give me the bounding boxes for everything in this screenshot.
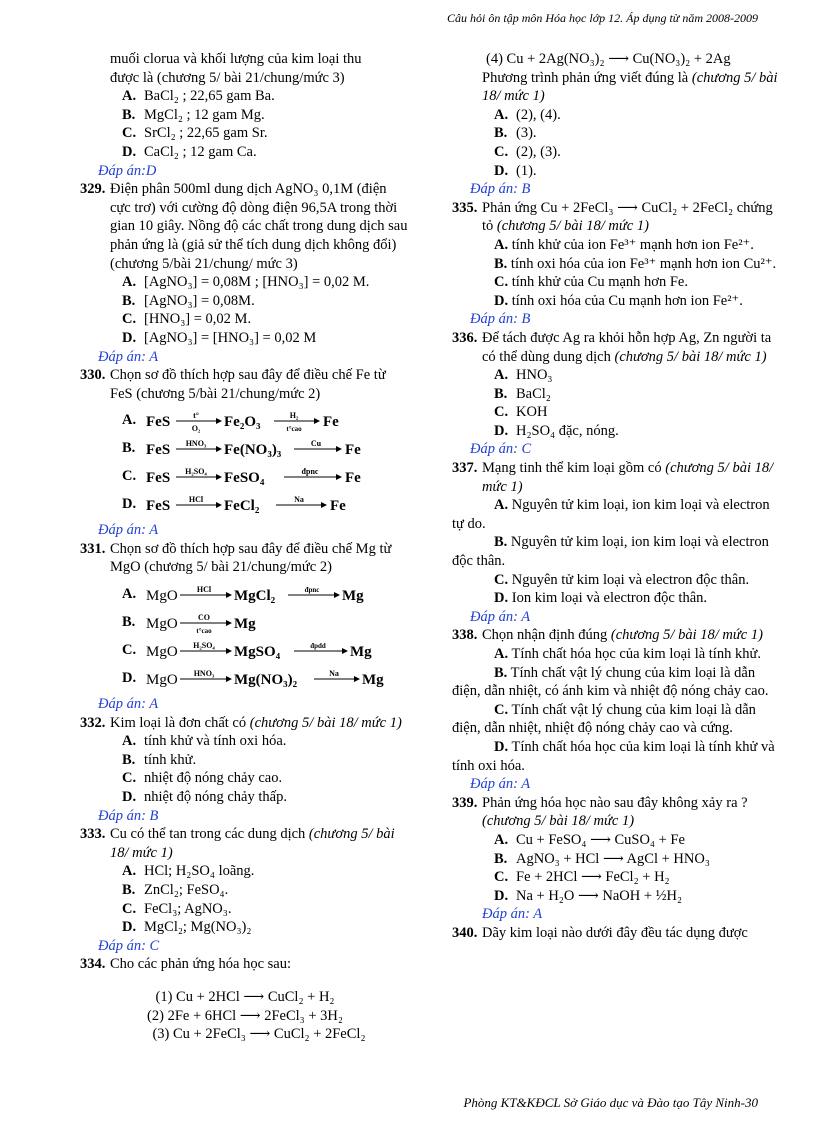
option-d: D. H₂SO₄ đặc, nóng. — [494, 422, 619, 439]
option-b: B. AgNO₃ + HCl ⟶ AgCl + HNO₃ — [494, 850, 710, 867]
option-b: B. [AgNO₃] = 0,08M. — [122, 292, 255, 309]
option-c: C. SrCl₂ ; 22,65 gam Sr. — [122, 125, 268, 142]
question-meta: (chương 5/ bài 18/ mức 1) — [249, 714, 402, 731]
option-a: A. Cu + FeSO₄ ⟶ CuSO₄ + Fe — [494, 831, 685, 848]
page-header: Câu hỏi ôn tập môn Hóa học lớp 12. Áp dụng từ năm 2008-2009 — [447, 11, 758, 25]
option-a: A. MgO HCl MgCl₂ đpnc Mg — [80, 583, 410, 605]
intermediate: MgCl₂ — [234, 588, 276, 605]
question-number: 329. — [80, 181, 106, 198]
question-328 — [80, 50, 410, 180]
answer: Đáp án: B — [470, 311, 531, 328]
question-text: Chọn nhận định đúng — [482, 627, 608, 644]
product: Fe — [345, 470, 361, 487]
question-text: Cho các phản ứng hóa học sau: — [110, 956, 292, 973]
question-text: muối clorua và khối lượng của kim loại thu — [110, 51, 362, 67]
question-number: 335. — [452, 199, 478, 216]
option-a: A. BaCl₂ ; 22,65 gam Ba. — [122, 88, 275, 105]
question-meta: (chương 5/ bài 18/ mức 1) — [482, 813, 635, 830]
question-338 — [452, 626, 782, 645]
question-337 — [452, 459, 782, 496]
intermediate: FeSO₄ — [224, 470, 265, 487]
question-number: 339. — [452, 794, 478, 811]
option-a: A. HCl; H₂SO₄ loãng. — [122, 863, 255, 880]
reagent-label: HNO₃ — [185, 439, 207, 449]
option-a: A. Tính chất hóa học của kim loại là tính khử. — [494, 646, 761, 662]
question-339 — [452, 794, 782, 831]
question-meta: (chương 5/ bài 18/ mức 1) — [482, 460, 774, 495]
question-text: Cu có thể tan trong các dung dịch — [110, 826, 306, 843]
product: Fe — [323, 414, 339, 431]
option-c: C. FeS H₂SO₄ FeSO₄ đpnc Fe — [80, 465, 410, 487]
question-number: 336. — [452, 329, 478, 346]
reagent-label: Na — [329, 669, 339, 679]
option-c: C. FeCl₃; AgNO₃. — [122, 900, 232, 917]
question-text: Để tách được Ag ra khỏi hỗn hợp Ag, Zn người ta có thể dùng dung dịch — [482, 329, 772, 365]
reagent-label: H₂SO₄ — [193, 641, 215, 651]
question-text: Phản ứng Cu + 2FeCl₃ ⟶ CuCl₂ + 2FeCl₂ chứng tỏ — [482, 199, 773, 235]
option-d: D. CaCl₂ ; 12 gam Ca. — [122, 143, 257, 160]
condition-label: đpdd — [310, 642, 326, 651]
intermediate: FeCl₂ — [224, 498, 260, 515]
question-text: được là (chương 5/ bài 21/chung/mức 3) — [110, 69, 345, 86]
question-number: 337. — [452, 460, 478, 477]
option-b: B. Tính chất vật lý chung của kim loại là dẫn điện, dẫn nhiệt, có ánh kim và nhiệt độ nóng chảy cao. — [452, 664, 769, 700]
question-text: Dãy kim loại nào dưới đây đều tác dụng được — [482, 924, 748, 941]
option-a: A. FeS t° O₂ Fe₂O₃ H₂ t°cao Fe — [80, 409, 410, 431]
reagent-label: HCl — [196, 585, 212, 595]
option-b: B. BaCl₂ — [494, 385, 551, 402]
condition-label: t°cao — [286, 425, 302, 434]
reaction-4: (4) Cu + 2Ag(NO₃)₂ ⟶ Cu(NO₃)₂ + 2Ag — [486, 51, 731, 67]
question-330 — [80, 366, 410, 403]
answer: Đáp án: A — [98, 696, 159, 713]
question-number: 332. — [80, 714, 106, 731]
question-meta: (chương 5/ bài 18/ mức 1) — [614, 348, 767, 365]
option-c: C. tính khử của Cu mạnh hơn Fe. — [494, 274, 688, 291]
option-b: B. MgCl₂ ; 12 gam Mg. — [122, 106, 265, 123]
reaction-scheme — [146, 667, 406, 691]
answer: Đáp án: A — [470, 608, 531, 625]
option-c: C. MgO H₂SO₄ MgSO₄ đpdd Mg — [80, 639, 410, 661]
question-336 — [452, 329, 782, 366]
question-text: Mạng tinh thể kim loại gồm có — [482, 460, 662, 477]
option-d: D. nhiệt độ nóng chảy thấp. — [122, 789, 287, 806]
question-number: 340. — [452, 924, 478, 941]
option-a: A. tính khử của ion Fe³⁺ mạnh hơn ion Fe²⁺. — [494, 236, 754, 253]
option-c: C. (2), (3). — [494, 143, 561, 160]
option-d: D. Tính chất hóa học của kim loại là tính khử và tính oxi hóa. — [452, 738, 775, 774]
reactant: MgO — [146, 672, 178, 689]
option-c: C. Fe + 2HCl ⟶ FeCl₂ + H₂ — [494, 869, 670, 886]
question-text: Chọn sơ đồ thích hợp sau đây để điều chế Mg từ MgO (chương 5/ bài 21/chung/mức 2) — [110, 540, 392, 576]
option-d: D. [AgNO₃] = [HNO₃] = 0,02 M — [122, 329, 317, 346]
option-c: C. KOH — [494, 404, 548, 421]
reaction-1: (1) Cu + 2HCl ⟶ CuCl₂ + H₂ — [155, 988, 335, 1005]
condition-label: t°cao — [196, 627, 212, 636]
reaction-scheme — [146, 639, 406, 663]
answer: Đáp án: C — [98, 937, 160, 954]
option-b: B. (3). — [494, 125, 537, 142]
answer: Đáp án: A — [482, 906, 543, 923]
option-d: D. tính oxi hóa của Cu mạnh hơn ion Fe²⁺. — [494, 292, 743, 309]
answer: Đáp án: B — [470, 181, 531, 198]
question-text: Phản ứng hóa học nào sau đây không xảy ra ? — [482, 794, 748, 811]
answer: Đáp án: B — [98, 807, 159, 824]
reaction-scheme — [146, 611, 406, 635]
answer: Đáp án: C — [470, 441, 532, 458]
answer: Đáp án: A — [470, 776, 531, 793]
question-335 — [452, 199, 782, 236]
option-d: D. (1). — [494, 162, 537, 179]
question-text: Kim loại là đơn chất có — [110, 714, 247, 731]
reagent-label: H₂ — [289, 411, 299, 421]
reagent-label: H₂SO₄ — [185, 467, 207, 477]
option-c: C. Tính chất vật lý chung của kim loại là dẫn điện, dẫn nhiệt, nhiệt độ nóng chảy cao và cứng. — [452, 701, 756, 737]
option-d: D. Ion kim loại và electron độc thân. — [494, 590, 708, 607]
question-number: 333. — [80, 826, 106, 843]
question-meta: (chương 5/ bài 18/ mức 1) — [110, 826, 395, 861]
product: Mg — [342, 588, 364, 605]
option-d: D. MgCl₂; Mg(NO₃)₂ — [122, 919, 252, 936]
option-a: A. (2), (4). — [494, 106, 561, 123]
product: Mg — [234, 616, 256, 633]
option-a: A. tính khử và tính oxi hóa. — [122, 733, 287, 750]
reaction-scheme — [146, 437, 406, 461]
question-332 — [80, 714, 410, 733]
reactant: FeS — [146, 414, 171, 431]
intermediate: MgSO₄ — [234, 644, 281, 661]
option-b: B. tính oxi hóa của ion Fe³⁺ mạnh hơn ion Cu²⁺. — [494, 255, 777, 272]
question-number: 338. — [452, 627, 478, 644]
reaction-scheme — [146, 583, 406, 607]
intermediate: Mg(NO₃)₂ — [234, 672, 298, 689]
option-b: B. tính khử. — [122, 751, 197, 768]
reagent-label: Cu — [310, 439, 322, 449]
question-number: 330. — [80, 367, 106, 384]
reactant: MgO — [146, 644, 178, 661]
left-column — [80, 50, 410, 1044]
question-331 — [80, 540, 410, 577]
option-a: A. [AgNO₃] = 0,08M ; [HNO₃] = 0,02 M. — [122, 274, 370, 291]
question-meta: (chương 5/ bài 18/ mức 1) — [496, 218, 649, 235]
reaction-scheme — [146, 409, 406, 433]
option-b: B. Nguyên tử kim loại, ion kim loại và electron độc thân. — [452, 534, 769, 570]
product: Fe — [345, 442, 361, 459]
reactant: FeS — [146, 442, 171, 459]
reagent-label: HNO₃ — [193, 669, 215, 679]
reactant: FeS — [146, 498, 171, 515]
answer: Đáp án: A — [98, 522, 159, 539]
reagent-label: đpnc — [301, 467, 319, 477]
option-d: D. MgO HNO₃ Mg(NO₃)₂ Na Mg — [80, 667, 410, 689]
intermediate: Fe₂O₃ — [224, 414, 261, 431]
reagent-label: CO — [198, 613, 210, 623]
condition-label: đpnc — [304, 586, 320, 595]
answer: Đáp án:D — [98, 162, 157, 179]
question-text: Phương trình phản ứng viết đúng là (chương 5/ bài 18/ mức 1) — [482, 69, 778, 105]
reagent-label: HCl — [188, 495, 204, 505]
option-c: C. nhiệt độ nóng chảy cao. — [122, 770, 283, 787]
option-a: A. HNO₃ — [494, 367, 553, 384]
question-number: 334. — [80, 956, 106, 973]
reaction-3: (3) Cu + 2FeCl₃ ⟶ CuCl₂ + 2FeCl₂ — [152, 1026, 366, 1043]
reagent-label: Na — [294, 495, 304, 505]
answer: Đáp án: A — [98, 348, 159, 365]
question-meta: (chương 5/ bài 18/ mức 1) — [610, 627, 763, 644]
reactant: MgO — [146, 616, 178, 633]
option-b: B. MgO CO t°cao Mg — [80, 611, 410, 633]
option-d: D. Na + H₂O ⟶ NaOH + ½H₂ — [494, 887, 683, 904]
option-d: D. FeS HCl FeCl₂ Na Fe — [80, 493, 410, 515]
right-column — [452, 50, 782, 943]
page-footer: Phòng KT&KĐCL Sở Giáo dục và Đào tạo Tây Ninh-30 — [463, 1095, 758, 1110]
intermediate: Fe(NO₃)₃ — [224, 442, 282, 459]
question-text: Chọn sơ đồ thích hợp sau đây để điều chế Fe từ FeS (chương 5/bài 21/chung/mức 2) — [110, 367, 386, 402]
reactant: FeS — [146, 470, 171, 487]
product: Fe — [330, 498, 346, 515]
option-c: C. Nguyên tử kim loại và electron độc thân. — [494, 571, 750, 588]
reactant: MgO — [146, 588, 178, 605]
question-334 — [80, 955, 410, 974]
reagent-label: t° — [193, 411, 199, 421]
option-b: B. ZnCl₂; FeSO₄. — [122, 882, 229, 898]
product: Mg — [362, 672, 384, 689]
question-number: 331. — [80, 540, 106, 557]
question-333 — [80, 825, 410, 862]
reaction-scheme — [146, 465, 406, 489]
question-text: Điện phân 500ml dung dịch AgNO₃ 0,1M (điện cực trơ) với cường độ dòng điện 96,5A trong thời gian 10 giây. Nồng độ các chất trong dung dịch sau phản ứng là (giả sử thể tích dung dịch không đổi) (chương 5/bài 21/chung/ mức 3) — [110, 181, 408, 272]
option-b: B. FeS HNO₃ Fe(NO₃)₃ Cu Fe — [80, 437, 410, 459]
option-c: C. [HNO₃] = 0,02 M. — [122, 311, 252, 328]
question-340 — [452, 924, 782, 943]
option-a: A. Nguyên tử kim loại, ion kim loại và electron tự do. — [452, 497, 770, 532]
condition-label: O₂ — [191, 424, 201, 434]
question-329 — [80, 180, 410, 273]
reaction-scheme — [146, 493, 406, 517]
reaction-2: (2) 2Fe + 6HCl ⟶ 2FeCl₃ + 3H₂ — [147, 1007, 343, 1024]
product: Mg — [350, 644, 372, 661]
